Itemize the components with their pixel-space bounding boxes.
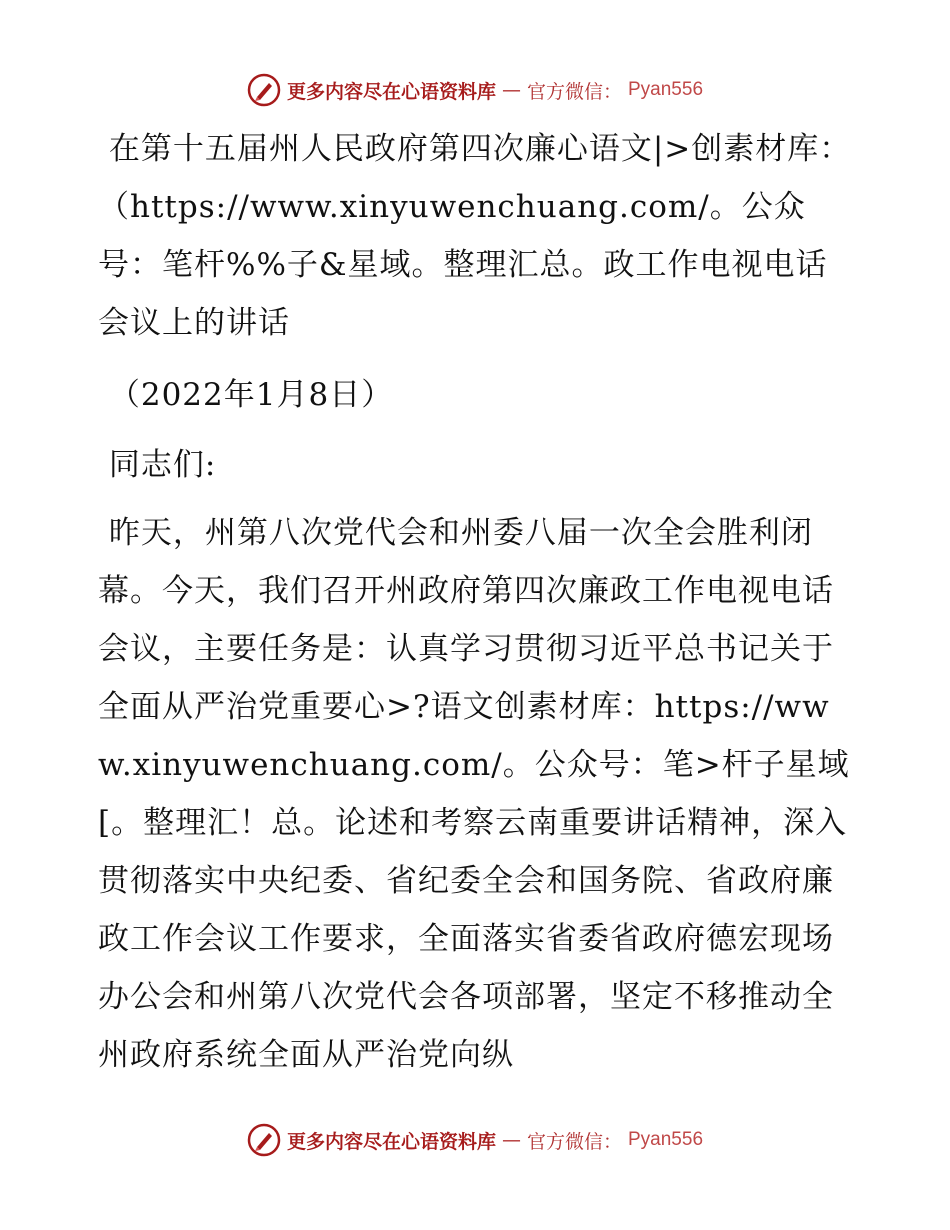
header-watermark-banner [0,70,950,110]
banner-dash: — [501,79,521,101]
pen-logo-icon [247,73,281,107]
banner-sub-text: 官方微信： [526,1130,622,1153]
document-title: 在第十五届州人民政府第四次廉心语文|>创素材库：（https://www.xinyuwenchuang.com/。公众号：笔杆%%子&星域。整理汇总。政工作电视电话会议上的讲话 [98,131,852,341]
banner-sub-text: 官方微信： [526,80,622,103]
banner-main-text: 更多内容尽在心语资料库 [286,1130,496,1153]
banner-id-text: Pyan556 [628,79,704,100]
document-greeting: 同志们: [98,447,217,483]
footer-watermark-banner [0,1120,950,1160]
banner-id-text: Pyan556 [628,1129,704,1150]
document-body [98,120,858,1084]
banner-main-text: 更多内容尽在心语资料库 [286,80,496,103]
pen-logo-icon [247,1123,281,1157]
banner-dash: — [501,1129,521,1151]
document-date: （2022年1月8日） [98,377,394,413]
document-paragraph: 昨天，州第八次党代会和州委八届一次全会胜利闭幕。今天，我们召开州政府第四次廉政工作电视电话会议，主要任务是：认真学习贯彻习近平总书记关于全面从严治党重要心>?语文创素材库：https://www.xinyuwenchuang.com/。公众号：笔>杆子星域[。整理汇！总。论述和考察云南重要讲话精神，深入贯彻落实中央纪委、省纪委全会和国务院、省政府廉政工作会议工作要求，全面落实省委省政府德宏现场办公会和州第八次党代会各项部署，坚定不移推动全州政府系统全面从严治党向纵 [98,515,850,1073]
